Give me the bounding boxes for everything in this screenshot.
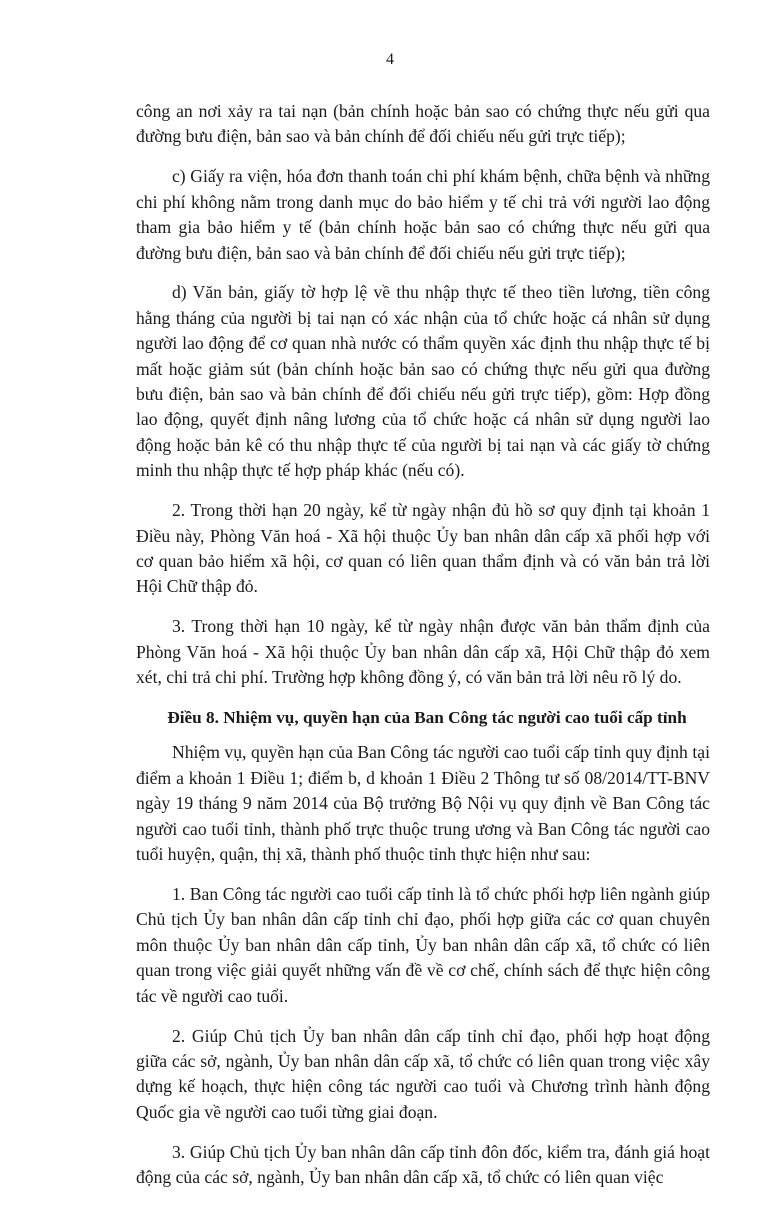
article-8-intro: Nhiệm vụ, quyền hạn của Ban Công tác người cao tuổi cấp tỉnh quy định tại điểm a khoản 1 Điều 1; điểm b, d khoản 1 Điều 2 Thông tư số 08/2014/TT-BNV ngày 19 tháng 9 năm 2014 của Bộ trưởng Bộ Nội vụ quy định về Ban Công tác người cao tuổi tỉnh, thành phố trực thuộc trung ương và Ban Công tác người cao tuổi huyện, quận, thị xã, thành phố thuộc tỉnh thực hiện như sau: xyxy=(136,742,710,865)
paragraph-item-c: c) Giấy ra viện, hóa đơn thanh toán chi phí khám bệnh, chữa bệnh và những chi phí không nằm trong danh mục do bảo hiểm y tế chi trả với người lao động tham gia bảo hiểm y tế (bản chính hoặc bản sao có chứng thực nếu gửi qua đường bưu điện, bản sao và bản chính để đối chiếu nếu gửi trực tiếp); xyxy=(136,166,710,263)
article-8-clause-3: 3. Giúp Chủ tịch Ủy ban nhân dân cấp tỉnh đôn đốc, kiểm tra, đánh giá hoạt động của các sở, ngành, Ủy ban nhân dân cấp xã, tổ chức có liên quan việc xyxy=(136,1141,710,1188)
paragraph-continuation: công an nơi xảy ra tai nạn (bản chính hoặc bản sao có chứng thực nếu gửi qua đường bưu điện, bản sao và bản chính để đối chiếu nếu gửi trực tiếp); xyxy=(136,101,710,147)
paragraph-clause-3: 3. Trong thời hạn 10 ngày, kể từ ngày nhận được văn bản thẩm định của Phòng Văn hoá - Xã hội thuộc Ủy ban nhân dân cấp xã, Hội Chữ thập đỏ xem xét, chi trả chi phí. Trường hợp không đồng ý, có văn bản trả lời nêu rõ lý do. xyxy=(136,616,710,688)
article-8-heading: Điều 8. Nhiệm vụ, quyền hạn của Ban Công tác người cao tuổi cấp tỉnh xyxy=(167,708,687,728)
article-8-clause-1: 1. Ban Công tác người cao tuổi cấp tỉnh là tổ chức phối hợp liên ngành giúp Chủ tịch Ủy ban nhân dân cấp tỉnh chỉ đạo, phối hợp giữa các cơ quan chuyên môn thuộc Ủy ban nhân dân cấp tỉnh, Ủy ban nhân dân cấp xã, tổ chức có liên quan trong việc giải quyết những vấn đề về cơ chế, chính sách để thực hiện công tác về người cao tuổi. xyxy=(136,883,710,1006)
document-body xyxy=(136,99,710,1205)
page-number: 4 xyxy=(386,51,394,68)
paragraph-item-d: d) Văn bản, giấy tờ hợp lệ về thu nhập thực tế theo tiền lương, tiền công hằng tháng của người bị tai nạn có xác nhận của tổ chức hoặc cá nhân sử dụng người lao động để cơ quan nhà nước có thẩm quyền xác định thu nhập thực tế bị mất hoặc giảm sút (bản chính hoặc bản sao có chứng thực nếu gửi qua đường bưu điện, bản sao và bản chính để đối chiếu nếu gửi trực tiếp), gồm: Hợp đồng lao động, quyết định nâng lương của tổ chức hoặc cá nhân sử dụng người lao động hoặc bản kê có thu nhập thực tế của người bị tai nạn và các giấy tờ chứng minh thu nhập thực tế hợp pháp khác (nếu có). xyxy=(136,282,710,481)
article-8-clause-2: 2. Giúp Chủ tịch Ủy ban nhân dân cấp tỉnh chỉ đạo, phối hợp hoạt động giữa các sở, ngành, Ủy ban nhân dân cấp xã, tổ chức có liên quan trong việc xây dựng kế hoạch, thực hiện công tác người cao tuổi và Chương trình hành động Quốc gia về người cao tuổi từng giai đoạn. xyxy=(136,1025,710,1122)
paragraph-clause-2: 2. Trong thời hạn 20 ngày, kể từ ngày nhận đủ hồ sơ quy định tại khoản 1 Điều này, Phòng Văn hoá - Xã hội thuộc Ủy ban nhân dân cấp xã phối hợp với cơ quan bảo hiểm xã hội, cơ quan có liên quan thẩm định và có văn bản trả lời Hội Chữ thập đỏ. xyxy=(136,500,710,597)
